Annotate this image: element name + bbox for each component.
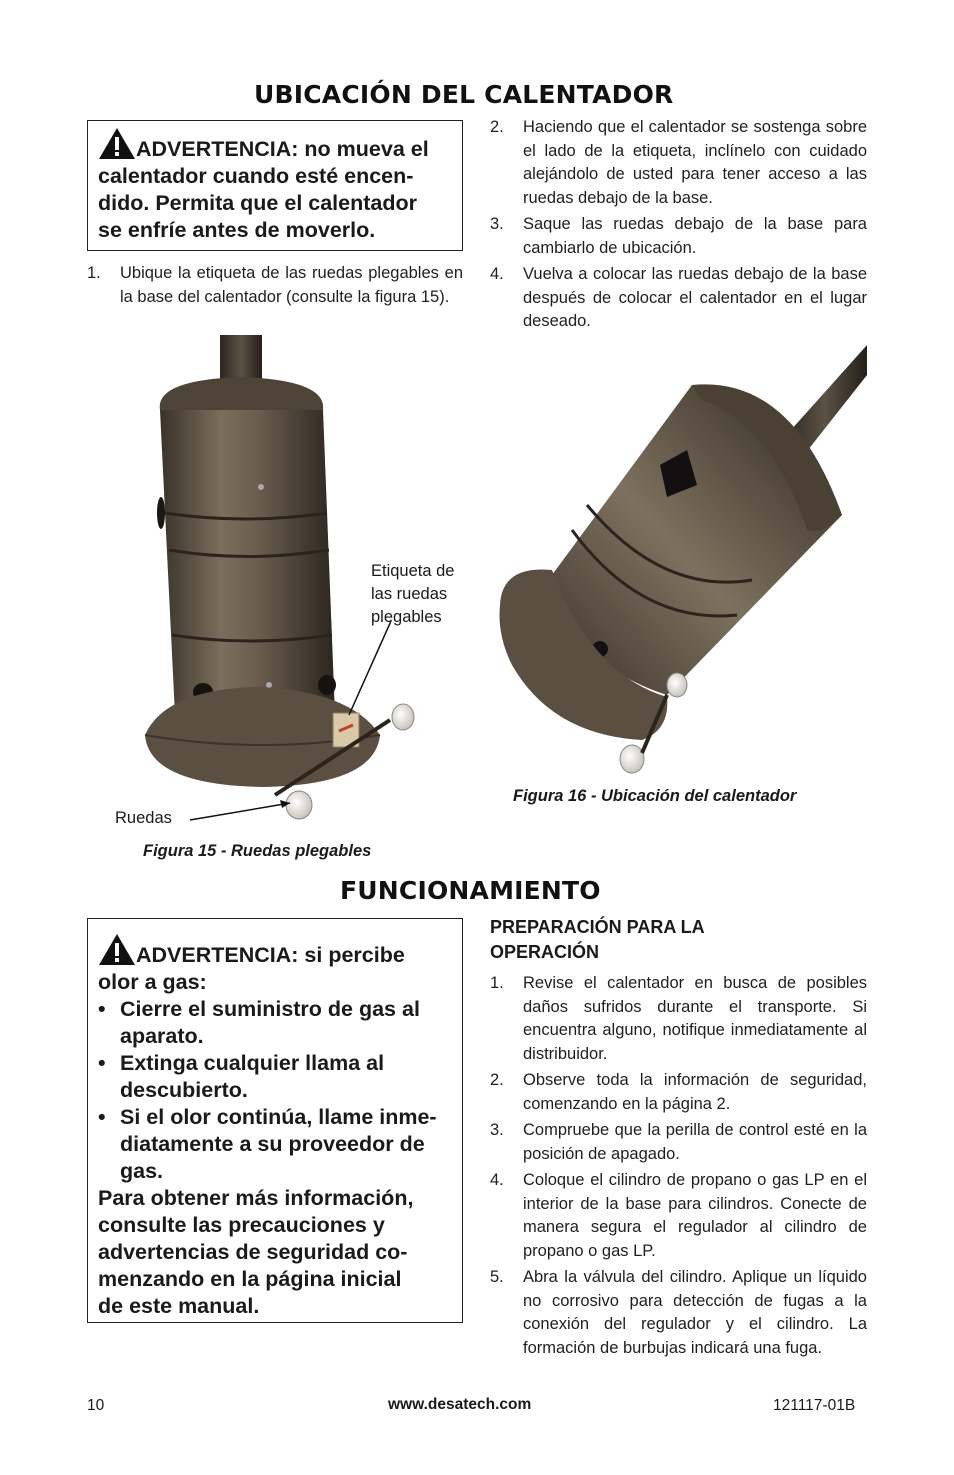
bullet-line: diatamente a su proveedor de (120, 1132, 425, 1156)
figure-16-photo (492, 345, 868, 780)
subheading-line: PREPARACIÓN PARA LA (490, 917, 705, 937)
list-number: 1. (490, 974, 504, 992)
list-text: Coloque el cilindro de propano o gas LP en el interior de la base para cilindros. Conecte de manera segura el regulador al cilindro de propano o gas LP. (523, 1171, 867, 1260)
warning-box-move (87, 120, 463, 251)
figure-16-caption: Figura 16 - Ubicación del calentador (513, 787, 797, 805)
warning-triangle-icon (98, 127, 136, 160)
list-item (490, 972, 867, 1066)
bullet-line: descubierto. (120, 1078, 248, 1102)
steps-left-list (87, 262, 463, 312)
label-etiqueta (371, 560, 481, 629)
list-number: 4. (490, 265, 504, 283)
warning-bullet: • Extinga cualquier llama al descubierto. (98, 1050, 452, 1104)
operation-steps-list (490, 972, 867, 1363)
list-text: Ubique la etiqueta de las ruedas plegables en la base del calentador (consulte la figura 15). (120, 264, 463, 306)
section-title-funcionamiento: FUNCIONAMIENTO (340, 876, 601, 905)
label-line: Etiqueta de (371, 562, 455, 580)
list-item (87, 262, 463, 309)
label-ruedas: Ruedas (115, 809, 172, 827)
warning-closing-line: Para obtener más información, (98, 1186, 414, 1210)
subheading-preparacion (490, 915, 867, 965)
bullet-line: gas. (120, 1159, 164, 1183)
warning-closing-line: consulte las precauciones y (98, 1213, 385, 1237)
bullet-line: aparato. (120, 1024, 204, 1048)
warning-line: ADVERTENCIA: no mueva el (136, 137, 429, 161)
bullet-line: Extinga cualquier llama al (120, 1051, 385, 1075)
warning-triangle-icon (98, 933, 136, 966)
warning-heading-line: ADVERTENCIA: si percibe (136, 943, 405, 967)
list-text: Saque las ruedas debajo de la base para cambiarlo de ubicación. (523, 215, 867, 257)
website-link[interactable]: www.desatech.com (388, 1396, 532, 1413)
list-number: 2. (490, 118, 504, 136)
list-text: Haciendo que el calentador se sostenga sobre el lado de la etiqueta, inclínelo con cuidado alejándolo de usted para tener acceso a las ruedas debajo de la base. (523, 118, 867, 207)
warning-line: dido. Permita que el calentador (98, 191, 417, 215)
list-item (490, 213, 867, 260)
page-number: 10 (87, 1397, 105, 1414)
list-text: Abra la válvula del cilindro. Aplique un líquido no corrosivo para detección de fugas a la conexión del regulador y el cilindro. La formación de burbujas indicará una fuga. (523, 1268, 867, 1357)
label-line: las ruedas (371, 585, 448, 603)
list-number: 3. (490, 1121, 504, 1139)
warning-box-gas (87, 918, 463, 1323)
list-item (490, 263, 867, 334)
list-number: 4. (490, 1171, 504, 1189)
warning-heading-line: olor a gas: (98, 970, 207, 994)
list-item (490, 1169, 867, 1263)
figure-15-caption: Figura 15 - Ruedas plegables (143, 842, 372, 860)
label-line: plegables (371, 608, 442, 626)
document-code: 121117-01B (773, 1397, 856, 1414)
warning-line: calentador cuando esté encen- (98, 164, 414, 188)
warning-closing-line: de este manual. (98, 1294, 260, 1318)
bullet-line: Si el olor continúa, llame inme- (120, 1105, 437, 1129)
warning-closing-line: advertencias de seguridad co- (98, 1240, 408, 1264)
list-text: Vuelva a colocar las ruedas debajo de la base después de colocar el calentador en el lugar deseado. (523, 265, 867, 330)
list-item (490, 1119, 867, 1166)
list-text: Revise el calentador en busca de posibles daños sufridos durante el transporte. Si encuentra alguno, notifique inmediatamente al distribuidor. (523, 974, 867, 1063)
list-item (490, 1266, 867, 1360)
warning-bullet: • Cierre el suministro de gas al aparato. (98, 996, 452, 1050)
steps-right-list (490, 116, 867, 337)
warning-line: se enfríe antes de moverlo. (98, 218, 376, 242)
list-number: 5. (490, 1268, 504, 1286)
list-item (490, 1069, 867, 1116)
bullet-line: Cierre el suministro de gas al (120, 997, 420, 1021)
section-title-ubicacion: UBICACIÓN DEL CALENTADOR (254, 80, 674, 109)
list-number: 3. (490, 215, 504, 233)
list-number: 1. (87, 264, 101, 282)
warning-closing-line: menzando en la página inicial (98, 1267, 402, 1291)
list-item (490, 116, 867, 210)
warning-bullet: • Si el olor continúa, llame inme- diatamente a su proveedor de gas. (98, 1104, 452, 1185)
list-number: 2. (490, 1071, 504, 1089)
list-text: Observe toda la información de seguridad, comenzando en la página 2. (523, 1071, 867, 1113)
subheading-line: OPERACIÓN (490, 942, 600, 962)
list-text: Compruebe que la perilla de control esté en la posición de apagado. (523, 1121, 867, 1163)
